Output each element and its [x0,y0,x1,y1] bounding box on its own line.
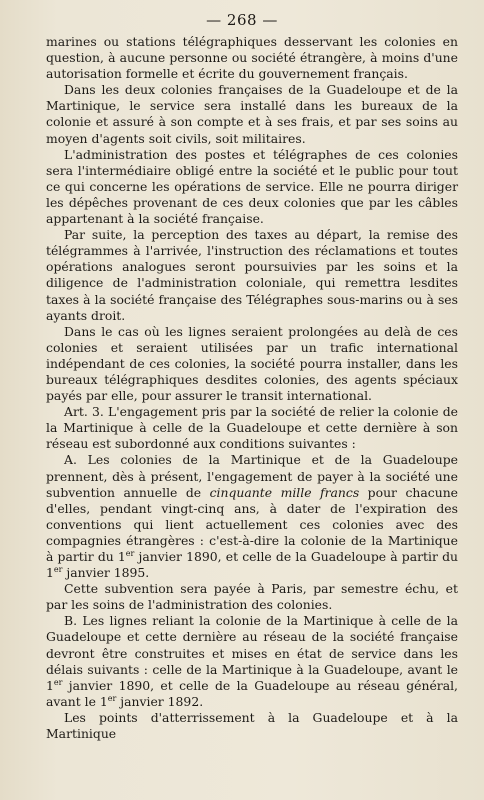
clause-b-paragraph [46,613,458,710]
paragraph: L'administration des postes et télégraphes de ces colonies sera l'intermédiaire obligé entre la société et le public pour tout ce qui concerne les opérations de service. Elle ne pourra diriger les dépêches provenant de ces deux colonies que par les câbles appartenant à la société française. [46,146,458,227]
clause-a-text: A. Les colonies de la Martinique et de la Guadeloupe prennent, dès à présent, l'engagement de payer à la société une subvention annuelle de [46,452,458,500]
clause-a-text: janvier 1890, et celle de la Guadeloupe à partir du 1 [46,549,458,581]
ordinal-superscript: er [125,548,135,558]
clause-b-text: janvier 1892. [116,693,204,709]
body-text [46,34,458,742]
paragraph: marines ou stations télégraphiques desservant les colonies en question, à aucune personne ou société étrangère, à moins d'une autorisation formelle et écrite du gouvernement français. [46,34,458,82]
paragraph: Par suite, la perception des taxes au départ, la remise des télégrammes à l'arrivée, l'instruction des réclamations et toutes opérations analogues seront poursuivies par les soins et la diligence de l'administration coloniale, qui remettra lesdites taxes à la société française des Télégraphes sous-marins ou à ses ayants droit. [46,227,458,323]
paragraph: Dans le cas où les lignes seraient prolongées au delà de ces colonies et seraient utilisées par un trafic international indépendant de ces colonies, la société pourra installer, dans les bureaux télégraphiques desdites colonies, des agents spéciaux payés par elle, pour assurer le transit international. [46,323,458,404]
paragraph: Dans les deux colonies françaises de la Guadeloupe et de la Martinique, le service sera installé dans les bureaux de la colonie et assuré à son compte et à ses frais, et par ses soins au moyen d'agents soit civils, soit militaires. [46,82,458,146]
clause-a-paragraph [46,452,458,581]
page-number: — 268 — [206,11,278,29]
paragraph: Les points d'atterrissement à la Guadeloupe et à la Martinique [46,709,458,742]
clause-a-text: janvier 1895. [62,565,150,581]
clause-b-text: B. Les lignes reliant la colonie de la Martinique à celle de la Guadeloupe et cette dernière au réseau de la société française devront être construites et mises en état de service dans les délais suivants : celle de la Martinique à la Guadeloupe, avant le 1 [46,613,458,693]
ordinal-superscript: er [53,564,63,574]
ordinal-superscript: er [107,693,117,703]
article-3-paragraph: Art. 3. L'engagement pris par la société de relier la colonie de la Martinique à celle de la Guadeloupe et cette dernière à son réseau est subordonné aux conditions suivantes : [46,404,458,452]
ordinal-superscript: er [53,677,63,687]
paragraph: Cette subvention sera payée à Paris, par semestre échu, et par les soins de l'administration des colonies. [46,581,458,613]
clause-a-text: pour chacune d'elles, pendant vingt-cinq ans, à dater de l'expiration des conventions qui lient actuellement ces colonies avec des compagnies étrangères : c'est-à-dire la colonie de la Martinique à partir du 1 [46,484,459,564]
clause-b-text: janvier 1890, et celle de la Guadeloupe au réseau général, avant le 1 [46,677,458,709]
subsidy-amount: cinquante mille francs [209,484,360,500]
